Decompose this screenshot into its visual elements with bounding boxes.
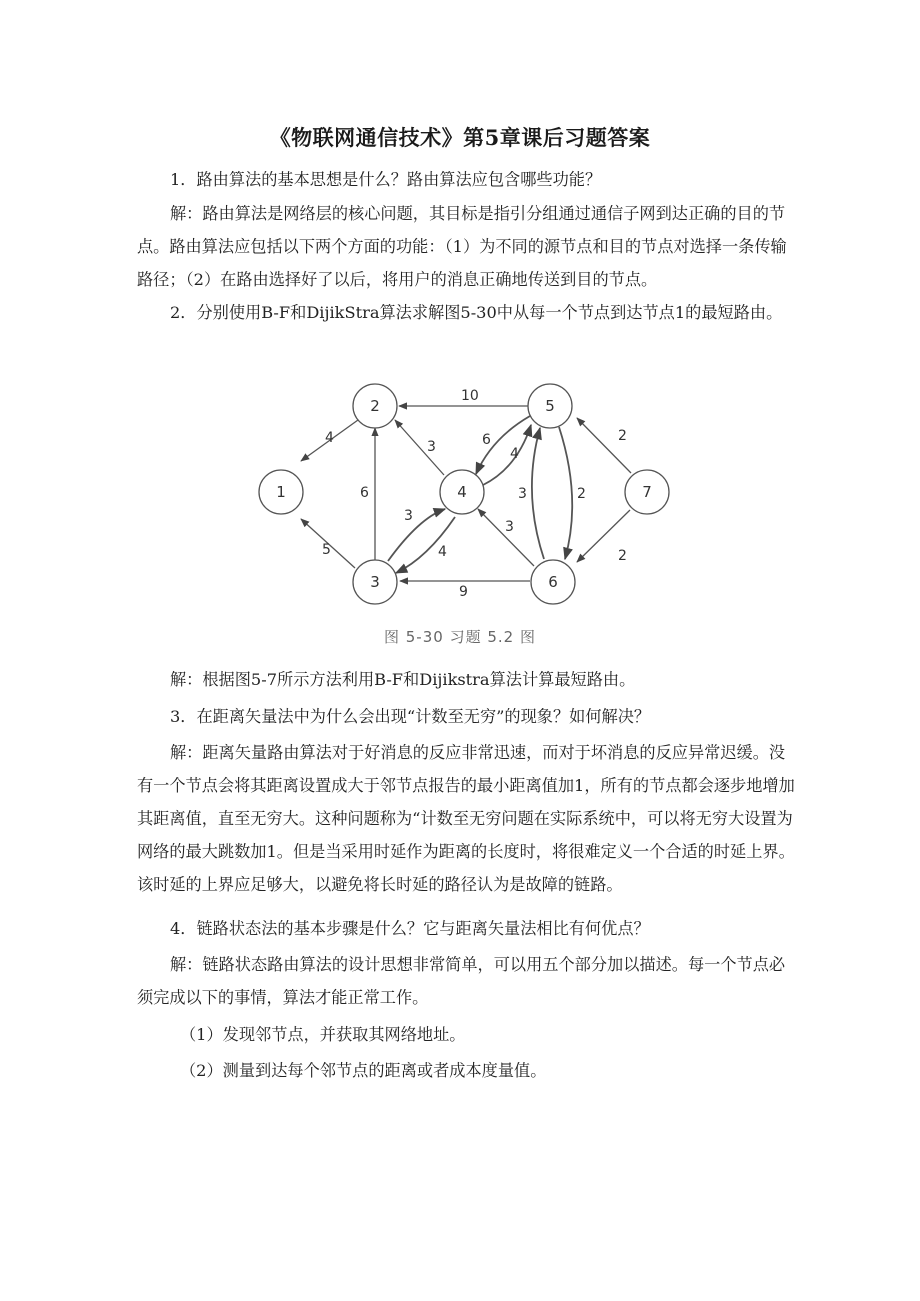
edge-7-5	[577, 418, 631, 473]
graph-nodes	[259, 384, 669, 604]
answer-2: 解：根据图5-7所示方法利用B-F和Dijikstra算法计算最短路由。	[170, 670, 636, 689]
node-1	[259, 470, 303, 514]
edge-6-5	[532, 428, 544, 559]
weight-2-1: 4	[325, 430, 334, 446]
weight-4-2: 3	[427, 439, 436, 455]
weight-5-4: 6	[482, 432, 491, 448]
edge-6-4	[478, 509, 534, 566]
weight-6-4: 3	[505, 519, 514, 535]
question-1: 1．路由算法的基本思想是什么？路由算法应包含哪些功能？	[170, 170, 602, 189]
node-label-5: 5	[545, 397, 555, 415]
figure-caption: 图 5-30 习题 5.2 图	[384, 628, 536, 646]
question-4: 4．链路状态法的基本步骤是什么？它与距离矢量法相比有何优点？	[170, 919, 650, 938]
answer-4: 解：链路状态路由算法的设计思想非常简单，可以用五个部分加以描述。每一个节点必须完成以下的事情，算法才能正常工作。	[137, 955, 786, 1007]
node-label-3: 3	[370, 573, 380, 591]
node-label-7: 7	[642, 483, 652, 501]
weight-4-3: 4	[438, 544, 447, 560]
node-label-2: 2	[370, 397, 380, 415]
node-label-6: 6	[548, 573, 558, 591]
answer-1: 解：路由算法是网络层的核心问题，其目标是指引分组通过通信子网到达正确的目的节点。路由算法应包括以下两个方面的功能：（1）为不同的源节点和目的节点对选择一条传输路径；（2）在路由选择好了以后，将用户的消息正确地传送到目的节点。	[137, 204, 787, 289]
weight-6-5: 3	[518, 486, 527, 502]
question-2: 2．分别使用B-F和DijikStra算法求解图5-30中从每一个节点到达节点1的最短路由。	[170, 303, 783, 322]
node-5	[528, 384, 572, 428]
weight-5-6: 2	[577, 486, 586, 502]
node-3	[353, 560, 397, 604]
document-title: 《物联网通信技术》第5章课后习题答案	[269, 125, 651, 150]
answer-3: 解：距离矢量路由算法对于好消息的反应非常迅速，而对于坏消息的反应异常迟缓。没有一个节点会将其距离设置成大于邻节点报告的最小距离值加1，所有的节点都会逐步地增加其距离值，直至无穷大。这种问题称为“计数至无穷问题在实际系统中，可以将无穷大设置为网络的最大跳数加1。但是当采用时延作为距离的长度时，将很难定义一个合适的时延上界。该时延的上界应足够大，以避免将长时延的路径认为是故障的链路。	[137, 743, 795, 894]
weight-3-1: 5	[322, 542, 331, 558]
step-2: （2）测量到达每个邻节点的距离或者成本度量值。	[180, 1061, 547, 1080]
weight-4-5: 4	[510, 446, 519, 462]
node-7	[625, 470, 669, 514]
edge-4-2	[395, 420, 444, 475]
node-4	[440, 470, 484, 514]
node-label-4: 4	[457, 483, 467, 501]
question-3: 3．在距离矢量法中为什么会出现“计数至无穷”的现象？如何解决？	[170, 707, 651, 726]
weight-6-3: 9	[459, 584, 468, 600]
weight-7-6: 2	[618, 548, 627, 564]
edge-3-4	[388, 509, 445, 561]
step-1: （1）发现邻节点，并获取其网络地址。	[180, 1025, 466, 1044]
node-6	[531, 560, 575, 604]
graph-figure	[247, 378, 677, 628]
weight-3-2: 6	[360, 485, 369, 501]
node-label-1: 1	[276, 483, 286, 501]
weight-7-5: 2	[618, 428, 627, 444]
weight-5-2: 10	[461, 388, 479, 404]
weight-3-4: 3	[404, 508, 413, 524]
node-2	[353, 384, 397, 428]
edge-5-6	[559, 427, 572, 559]
